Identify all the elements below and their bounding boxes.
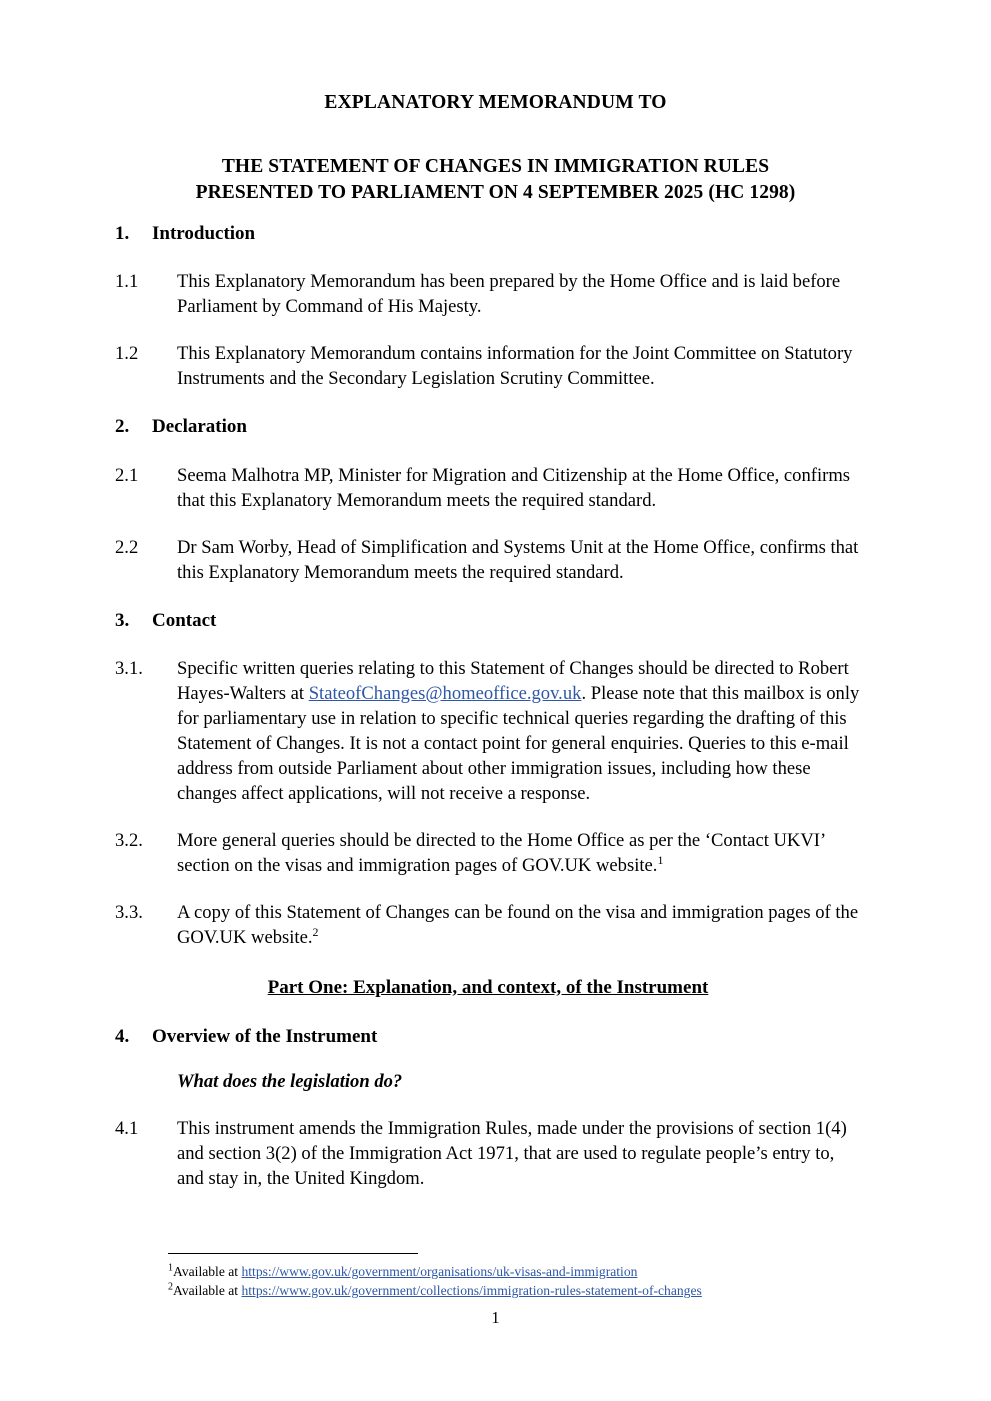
- section-label: Contact: [152, 609, 217, 631]
- section-number: 2.: [115, 416, 130, 438]
- document-title-main: EXPLANATORY MEMORANDUM TO: [324, 92, 667, 113]
- document-title-sub: [0, 154, 991, 205]
- paragraph-number: 3.2.: [115, 829, 143, 851]
- paragraph-number: 3.1.: [115, 657, 143, 679]
- footnote-marker: 2: [168, 1281, 174, 1293]
- paragraph-text: This Explanatory Memorandum has been prepared by the Home Office and is laid before Parliament by Command of His Majesty.: [177, 271, 841, 318]
- section-label: Overview of the Instrument: [152, 1025, 378, 1047]
- footnote-separator-rule: [168, 1253, 418, 1254]
- document-title-sub-line-2: PRESENTED TO PARLIAMENT ON 4 SEPTEMBER 2025 (HC 1298): [195, 182, 796, 204]
- footnote-ref-1[interactable]: 1: [657, 852, 664, 867]
- paragraph-3-3: [115, 900, 861, 950]
- paragraph-text: Dr Sam Worby, Head of Simplification and Systems Unit at the Home Office, confirms that this Explanatory Memorandum meets the required standard.: [177, 536, 859, 583]
- paragraph-text: [177, 828, 861, 878]
- paragraph-number: 1.1: [115, 271, 139, 293]
- section-number: 4.: [115, 1025, 130, 1047]
- paragraph-text: Seema Malhotra MP, Minister for Migration and Citizenship at the Home Office, confirms that this Explanatory Memorandum meets the required standard.: [177, 464, 851, 511]
- paragraph-3-1: [115, 656, 861, 806]
- section-number: 1.: [115, 223, 130, 244]
- document-title-sub-line-1: THE STATEMENT OF CHANGES IN IMMIGRATION RULES: [221, 156, 770, 178]
- section-heading-declaration: [115, 415, 861, 439]
- paragraph-number: 2.1: [115, 464, 139, 486]
- document-title-block: [0, 90, 991, 206]
- footnote-prefix: Available at: [173, 1264, 242, 1279]
- paragraph-1-1: [115, 269, 861, 319]
- paragraph-text: This instrument amends the Immigration Rules, made under the provisions of section 1(4) and section 3(2) of the Immigration Act 1971, that are used to regulate people’s entry to, and stay in, the United Kingdom.: [177, 1118, 847, 1190]
- section-heading-contact: [115, 609, 861, 633]
- part-one-heading-text: Part One: Explanation, and context, of the Instrument: [267, 976, 709, 998]
- paragraph-3-2: [115, 828, 861, 878]
- paragraph-number: 3.3.: [115, 901, 143, 923]
- paragraph-text: [177, 900, 861, 950]
- paragraph-2-1: [115, 463, 861, 513]
- footnote-url-link[interactable]: https://www.gov.uk/government/organisations/uk-visas-and-immigration: [241, 1264, 638, 1279]
- footnote-ref-2[interactable]: 2: [312, 924, 319, 939]
- paragraph-text: This Explanatory Memorandum contains information for the Joint Committee on Statutory Instruments and the Secondary Legislation Scrutiny Committee.: [177, 343, 853, 390]
- footnote-marker: 1: [168, 1262, 174, 1274]
- paragraph-text: [177, 656, 861, 806]
- footnote-item-1: [168, 1262, 868, 1281]
- email-link[interactable]: StateofChanges@homeoffice.gov.uk: [308, 682, 582, 704]
- paragraph-text-body: A copy of this Statement of Changes can be found on the visa and immigration pages of the GOV.UK website.: [177, 901, 859, 948]
- section-number: 3.: [115, 609, 130, 631]
- footnote-area: [168, 1253, 868, 1301]
- part-one-heading: [115, 976, 861, 1001]
- subheading-what-does-the-legislation-do: What does the legislation do?: [177, 1070, 403, 1092]
- paragraph-number: 4.1: [115, 1118, 139, 1140]
- section-label: Declaration: [152, 416, 247, 438]
- paragraph-1-2: [115, 341, 861, 391]
- document-body: [115, 222, 861, 1191]
- paragraph-text-body: More general queries should be directed to the Home Office as per the ‘Contact UKVI’ section on the visas and immigration pages of GOV.UK website.: [177, 829, 825, 876]
- paragraph-text-after-link: . Please note that this mailbox is only for parliamentary use in relation to specific technical queries regarding the drafting of this Statement of Changes. It is not a contact point for general enquiries. Queries to this e-mail address from outside Parliament about other immigration issues, including how these changes affect applications, will not receive a response.: [177, 682, 860, 804]
- footnote-prefix: Available at: [173, 1283, 242, 1299]
- section-heading-overview: [115, 1025, 861, 1049]
- section-heading-introduction: [115, 222, 861, 246]
- paragraph-2-2: [115, 535, 861, 585]
- footnote-item-2: [168, 1281, 868, 1300]
- footnote-url-link[interactable]: https://www.gov.uk/government/collections/immigration-rules-statement-of-changes: [241, 1283, 702, 1299]
- page-number: 1: [491, 1308, 500, 1327]
- section-label: Introduction: [152, 223, 256, 244]
- paragraph-4-1: [115, 1116, 861, 1191]
- paragraph-number: 1.2: [115, 343, 139, 365]
- paragraph-number: 2.2: [115, 536, 139, 558]
- paragraph-text-before-link: Specific written queries relating to this Statement of Changes should be directed to Robert Hayes-Walters at: [177, 657, 849, 704]
